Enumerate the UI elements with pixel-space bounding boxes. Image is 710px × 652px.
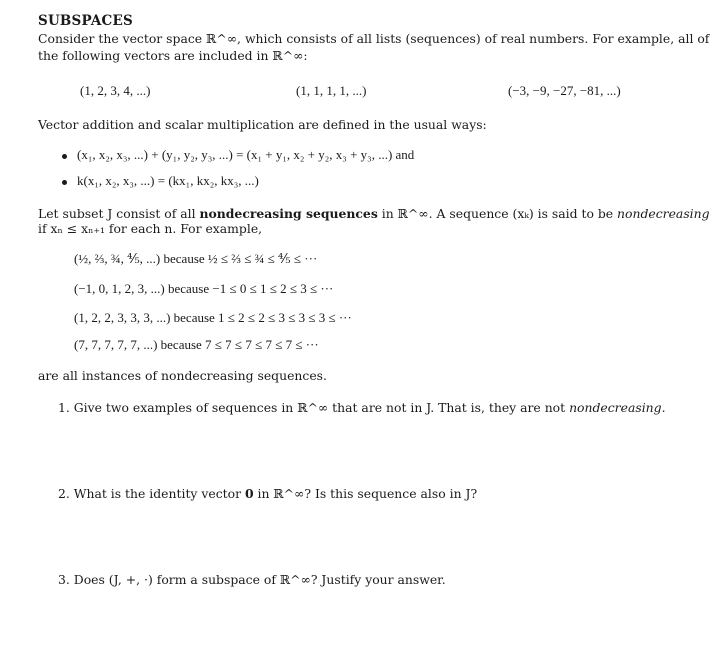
nondecreasing-example-4: (7, 7, 7, 7, 7, ...) because 7 ≤ 7 ≤ 7 ≤ 7 ≤ 7 ≤ ··· xyxy=(74,337,319,352)
bullet-icon xyxy=(62,180,67,185)
nondecreasing-example-1: (½, ⅔, ¾, ⅘, ...) because ½ ≤ ⅔ ≤ ¾ ≤ ⅘ ≤ ··· xyxy=(74,251,318,266)
page-title: SUBSPACES xyxy=(38,13,133,29)
question-2-text-pre: What is the identity vector xyxy=(73,486,245,501)
operations-intro: Vector addition and scalar multiplication are defined in the usual ways: xyxy=(38,117,487,132)
nondecreasing-example-3: (1, 2, 2, 3, 3, 3, ...) because 1 ≤ 2 ≤ 2 ≤ 3 ≤ 3 ≤ 3 ≤ ··· xyxy=(74,310,352,325)
example-vector-2: (1, 1, 1, 1, ...) xyxy=(296,83,367,98)
subset-mid: in ℝ^∞. A sequence (xₖ) is said to be xyxy=(377,206,618,221)
subset-definition-line-2: if xₙ ≤ xₙ₊₁ for each n. For example, xyxy=(38,221,263,236)
question-3-text: Does (J, +, ·) form a subspace of ℝ^∞? Justify your answer. xyxy=(73,572,446,587)
subset-ital: nondecreasing xyxy=(617,206,710,221)
question-3 xyxy=(58,572,446,589)
question-number: 3. xyxy=(58,572,70,587)
question-1-text: Give two examples of sequences in ℝ^∞ that are not in J. That is, they are not xyxy=(73,400,570,415)
question-2-text-post: in ℝ^∞? Is this sequence also in J? xyxy=(253,486,478,501)
intro-line-2: the following vectors are included in ℝ^∞: xyxy=(38,48,308,63)
question-number: 1. xyxy=(58,400,70,415)
nondecreasing-example-2: (−1, 0, 1, 2, 3, ...) because −1 ≤ 0 ≤ 1 ≤ 2 ≤ 3 ≤ ··· xyxy=(74,281,334,296)
intro-line-1: Consider the vector space ℝ^∞, which consists of all lists (sequences) of real numbers. For example, all of xyxy=(38,31,710,46)
operation-addition xyxy=(62,146,414,164)
example-vector-3: (−3, −9, −27, −81, ...) xyxy=(508,83,621,98)
subset-bold: nondecreasing sequences xyxy=(199,206,378,221)
subset-pre: Let subset J consist of all xyxy=(38,206,200,221)
example-vector-1: (1, 2, 3, 4, ...) xyxy=(80,83,151,98)
question-1 xyxy=(58,400,666,417)
question-number: 2. xyxy=(58,486,70,501)
operation-addition-text: (x₁, x₂, x₃, ...) + (y₁, y₂, y₃, ...) = (x₁ + y₁, x₂ + y₂, x₃ + y₃, ...) and xyxy=(77,147,415,162)
bullet-icon xyxy=(62,154,67,159)
question-1-ital: nondecreasing. xyxy=(569,400,666,415)
operation-scalar-text: k(x₁, x₂, x₃, ...) = (kx₁, kx₂, kx₃, ...) xyxy=(77,173,259,188)
question-2 xyxy=(58,486,477,503)
examples-closing: are all instances of nondecreasing sequences. xyxy=(38,368,327,383)
operation-scalar xyxy=(62,172,259,190)
question-2-bold: 0 xyxy=(244,486,254,501)
